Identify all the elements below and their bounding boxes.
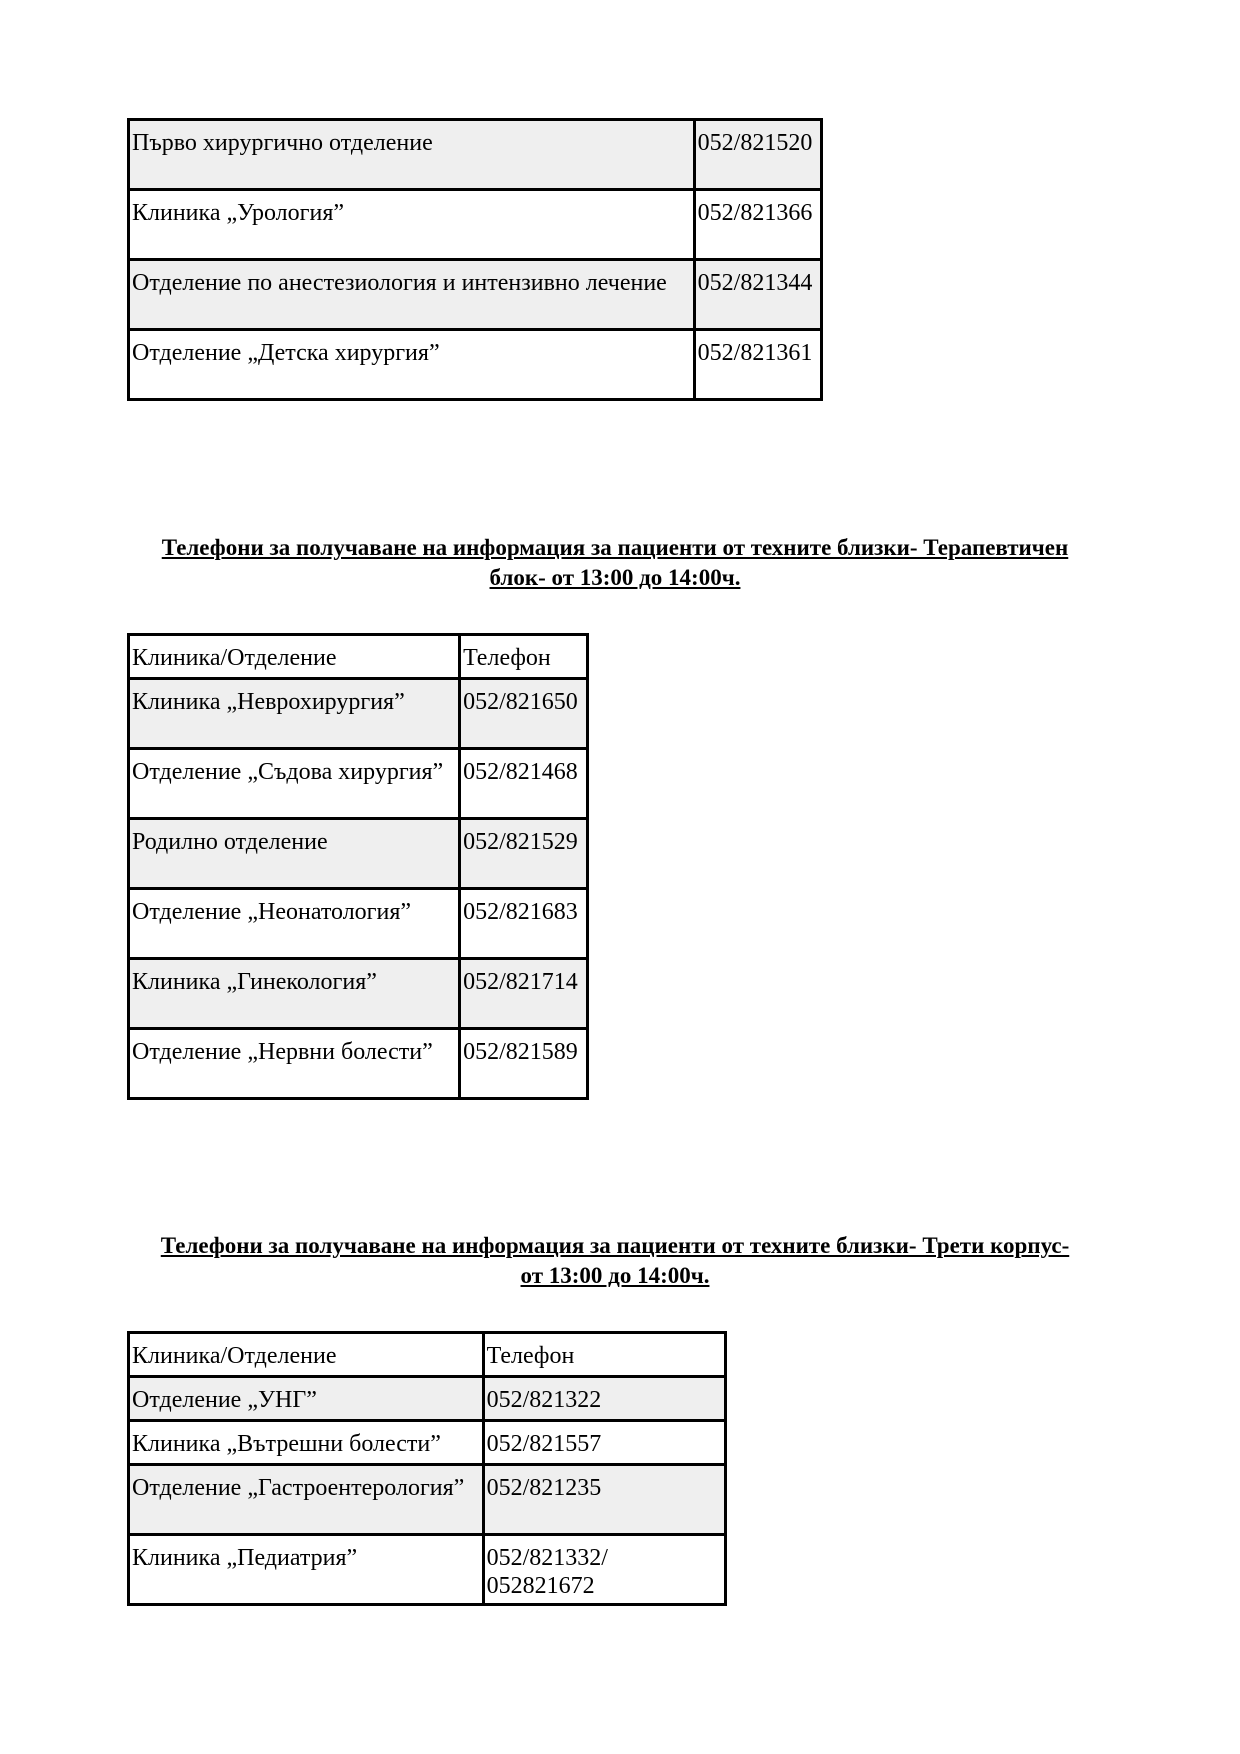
phone-cell: 052/821235 xyxy=(483,1465,725,1535)
phone-cell xyxy=(483,1535,725,1605)
phone-line: 052/821332/ xyxy=(486,1545,608,1571)
table-row xyxy=(129,190,822,260)
table-row xyxy=(129,1535,726,1605)
table-row xyxy=(129,959,588,1029)
table-row xyxy=(129,1377,726,1421)
phone-cell: 052/821322 xyxy=(483,1377,725,1421)
table-row xyxy=(129,819,588,889)
heading-line: от 13:00 до 14:00ч. xyxy=(520,1263,710,1288)
third-building-table xyxy=(127,1331,727,1606)
third-building-heading xyxy=(100,1231,1130,1291)
table-row xyxy=(129,679,588,749)
heading-line: блок- от 13:00 до 14:00ч. xyxy=(489,565,741,590)
department-cell: Отделение „Нервни болести” xyxy=(129,1029,460,1099)
department-cell: Отделение „Детска хирургия” xyxy=(129,330,695,400)
heading-line: Телефони за получаване на информация за пациенти от техните близки- Трети корпус- xyxy=(160,1233,1070,1258)
department-cell: Отделение „УНГ” xyxy=(129,1377,484,1421)
department-cell: Клиника „Вътрешни болести” xyxy=(129,1421,484,1465)
phone-cell: 052/821589 xyxy=(460,1029,588,1099)
column-header-phone: Телефон xyxy=(483,1333,725,1377)
department-cell: Отделение „Съдова хирургия” xyxy=(129,749,460,819)
table-row xyxy=(129,889,588,959)
phone-cell: 052/821361 xyxy=(694,330,821,400)
table-row xyxy=(129,1421,726,1465)
table-row xyxy=(129,120,822,190)
phone-cell: 052/821366 xyxy=(694,190,821,260)
table-row xyxy=(129,260,822,330)
department-cell: Първо хирургично отделение xyxy=(129,120,695,190)
phone-line: 052821672 xyxy=(486,1573,595,1599)
table-row xyxy=(129,749,588,819)
department-cell: Клиника „Неврохирургия” xyxy=(129,679,460,749)
table-header-row xyxy=(129,1333,726,1377)
surgical-departments-table xyxy=(127,118,823,401)
phone-cell: 052/821529 xyxy=(460,819,588,889)
column-header-department: Клиника/Отделение xyxy=(129,635,460,679)
table-header-row xyxy=(129,635,588,679)
department-cell: Отделение „Неонатология” xyxy=(129,889,460,959)
table-row xyxy=(129,330,822,400)
table-row xyxy=(129,1029,588,1099)
phone-cell: 052/821683 xyxy=(460,889,588,959)
phone-cell: 052/821468 xyxy=(460,749,588,819)
department-cell: Клиника „Урология” xyxy=(129,190,695,260)
therapeutic-block-heading xyxy=(100,533,1130,593)
department-cell: Отделение „Гастроентерология” xyxy=(129,1465,484,1535)
phone-cell: 052/821557 xyxy=(483,1421,725,1465)
phone-cell: 052/821650 xyxy=(460,679,588,749)
department-cell: Клиника „Педиатрия” xyxy=(129,1535,484,1605)
table-row xyxy=(129,1465,726,1535)
therapeutic-block-table xyxy=(127,633,589,1100)
department-cell: Родилно отделение xyxy=(129,819,460,889)
phone-cell: 052/821714 xyxy=(460,959,588,1029)
phone-cell: 052/821344 xyxy=(694,260,821,330)
column-header-department: Клиника/Отделение xyxy=(129,1333,484,1377)
column-header-phone: Телефон xyxy=(460,635,588,679)
department-cell: Отделение по анестезиология и интензивно лечение xyxy=(129,260,695,330)
phone-cell: 052/821520 xyxy=(694,120,821,190)
department-cell: Клиника „Гинекология” xyxy=(129,959,460,1029)
heading-line: Телефони за получаване на информация за пациенти от техните близки- Терапевтичен xyxy=(161,535,1069,560)
